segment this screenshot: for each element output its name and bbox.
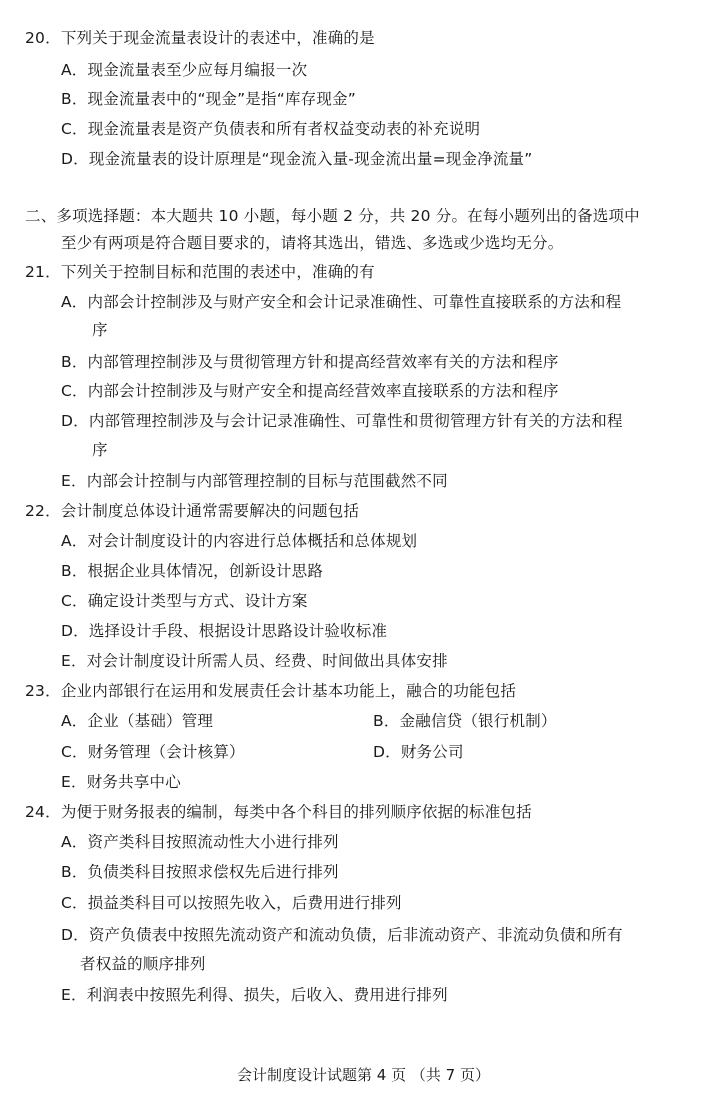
question-22-stem <box>25 501 359 521</box>
question-24-option-d-cont: 者权益的顺序排列 <box>80 955 206 973</box>
option-text: 内部管理控制涉及与贯彻管理方针和提高经营效率有关的方法和程序 <box>87 353 559 371</box>
option-label: A． <box>61 712 88 730</box>
question-text: 为便于财务报表的编制，每类中各个科目的排列顺序依据的标准包括 <box>60 803 532 821</box>
option-label: C． <box>61 592 88 610</box>
question-23-option-a <box>61 711 213 731</box>
question-22-option-c <box>61 591 308 611</box>
question-20-stem <box>25 28 375 48</box>
page-footer: 会计制度设计试题第 4 页 （共 7 页） <box>237 1066 490 1084</box>
option-label: B． <box>61 90 88 108</box>
question-24-option-b <box>61 862 339 882</box>
question-number: 20． <box>25 29 61 47</box>
option-label: C． <box>61 382 88 400</box>
option-text: 现金流量表是资产负债表和所有者权益变动表的补充说明 <box>87 120 481 138</box>
question-21-option-d <box>61 411 623 431</box>
option-text: 财务共享中心 <box>86 773 181 791</box>
question-21-stem <box>25 262 375 282</box>
option-text: 内部会计控制涉及与财产安全和会计记录准确性、可靠性直接联系的方法和程 <box>87 293 622 311</box>
question-21-option-b <box>61 352 559 372</box>
option-label: A． <box>61 833 88 851</box>
option-text: 确定设计类型与方式、设计方案 <box>87 592 308 610</box>
option-label: D． <box>373 743 401 761</box>
option-label: B． <box>373 712 400 730</box>
section-two-heading: 二、多项选择题：本大题共 10 小题，每小题 2 分，共 20 分。在每小题列出的备选项中 <box>25 207 640 225</box>
question-number: 21． <box>25 263 61 281</box>
question-24-option-a <box>61 832 339 852</box>
question-21-option-a-cont: 序 <box>92 321 108 339</box>
question-22-option-a <box>61 531 417 551</box>
question-24-option-d <box>61 925 623 945</box>
question-24-option-e <box>61 985 448 1005</box>
option-text: 金融信贷（银行机制） <box>399 712 557 730</box>
option-text: 内部会计控制涉及与财产安全和提高经营效率直接联系的方法和程序 <box>87 382 559 400</box>
question-23-option-b <box>373 711 557 731</box>
question-number: 24． <box>25 803 61 821</box>
question-20-option-d <box>61 149 533 169</box>
option-text: 资产负债表中按照先流动资产和流动负债，后非流动资产、非流动负债和所有 <box>88 926 623 944</box>
question-21-option-d-cont: 序 <box>92 441 108 459</box>
question-21-option-c <box>61 381 559 401</box>
question-20-option-c <box>61 119 480 139</box>
question-text: 下列关于控制目标和范围的表述中，准确的有 <box>60 263 375 281</box>
option-text: 利润表中按照先利得、损失，后收入、费用进行排列 <box>86 986 448 1004</box>
option-text: 根据企业具体情况，创新设计思路 <box>87 562 324 580</box>
option-label: D． <box>61 412 89 430</box>
option-label: C． <box>61 743 88 761</box>
question-21-option-e <box>61 471 448 491</box>
option-label: E． <box>61 472 87 490</box>
question-20-option-a <box>61 60 307 80</box>
option-label: D． <box>61 150 89 168</box>
option-label: B． <box>61 353 88 371</box>
option-label: A． <box>61 293 88 311</box>
option-text: 损益类科目可以按照先收入，后费用进行排列 <box>87 894 402 912</box>
question-22-option-e <box>61 651 448 671</box>
option-label: E． <box>61 773 87 791</box>
question-number: 22． <box>25 502 61 520</box>
option-text: 现金流量表至少应每月编报一次 <box>87 61 308 79</box>
option-text: 内部管理控制涉及与会计记录准确性、可靠性和贯彻管理方针有关的方法和程 <box>88 412 623 430</box>
option-label: E． <box>61 652 87 670</box>
option-text: 对会计制度设计所需人员、经费、时间做出具体安排 <box>86 652 448 670</box>
question-number: 23． <box>25 682 61 700</box>
question-24-option-c <box>61 893 402 913</box>
option-label: D． <box>61 926 89 944</box>
option-text: 现金流量表的设计原理是“现金流入量-现金流出量=现金净流量” <box>88 150 533 168</box>
option-text: 负债类科目按照求偿权先后进行排列 <box>87 863 339 881</box>
option-label: D． <box>61 622 89 640</box>
option-label: B． <box>61 562 88 580</box>
question-text: 会计制度总体设计通常需要解决的问题包括 <box>60 502 360 520</box>
question-20-option-b <box>61 89 356 109</box>
question-24-stem <box>25 802 532 822</box>
section-two-heading-cont: 至少有两项是符合题目要求的，请将其选出，错选、多选或少选均无分。 <box>61 234 564 252</box>
option-label: E． <box>61 986 87 1004</box>
option-text: 财务管理（会计核算） <box>87 743 245 761</box>
question-23-option-e <box>61 772 181 792</box>
option-label: C． <box>61 120 88 138</box>
option-text: 内部会计控制与内部管理控制的目标与范围截然不同 <box>86 472 448 490</box>
option-label: A． <box>61 61 88 79</box>
option-label: C． <box>61 894 88 912</box>
option-text: 财务公司 <box>400 743 464 761</box>
question-22-option-d <box>61 621 387 641</box>
option-label: B． <box>61 863 88 881</box>
question-21-option-a <box>61 292 621 312</box>
question-23-option-c <box>61 742 245 762</box>
option-label: A． <box>61 532 88 550</box>
option-text: 企业（基础）管理 <box>87 712 214 730</box>
option-text: 对会计制度设计的内容进行总体概括和总体规划 <box>87 532 418 550</box>
question-23-stem <box>25 681 516 701</box>
question-text: 企业内部银行在运用和发展责任会计基本功能上，融合的功能包括 <box>60 682 517 700</box>
question-text: 下列关于现金流量表设计的表述中，准确的是 <box>60 29 375 47</box>
question-23-option-d <box>373 742 464 762</box>
question-22-option-b <box>61 561 323 581</box>
option-text: 现金流量表中的“现金”是指“库存现金” <box>87 90 356 108</box>
option-text: 选择设计手段、根据设计思路设计验收标准 <box>88 622 388 640</box>
option-text: 资产类科目按照流动性大小进行排列 <box>87 833 339 851</box>
